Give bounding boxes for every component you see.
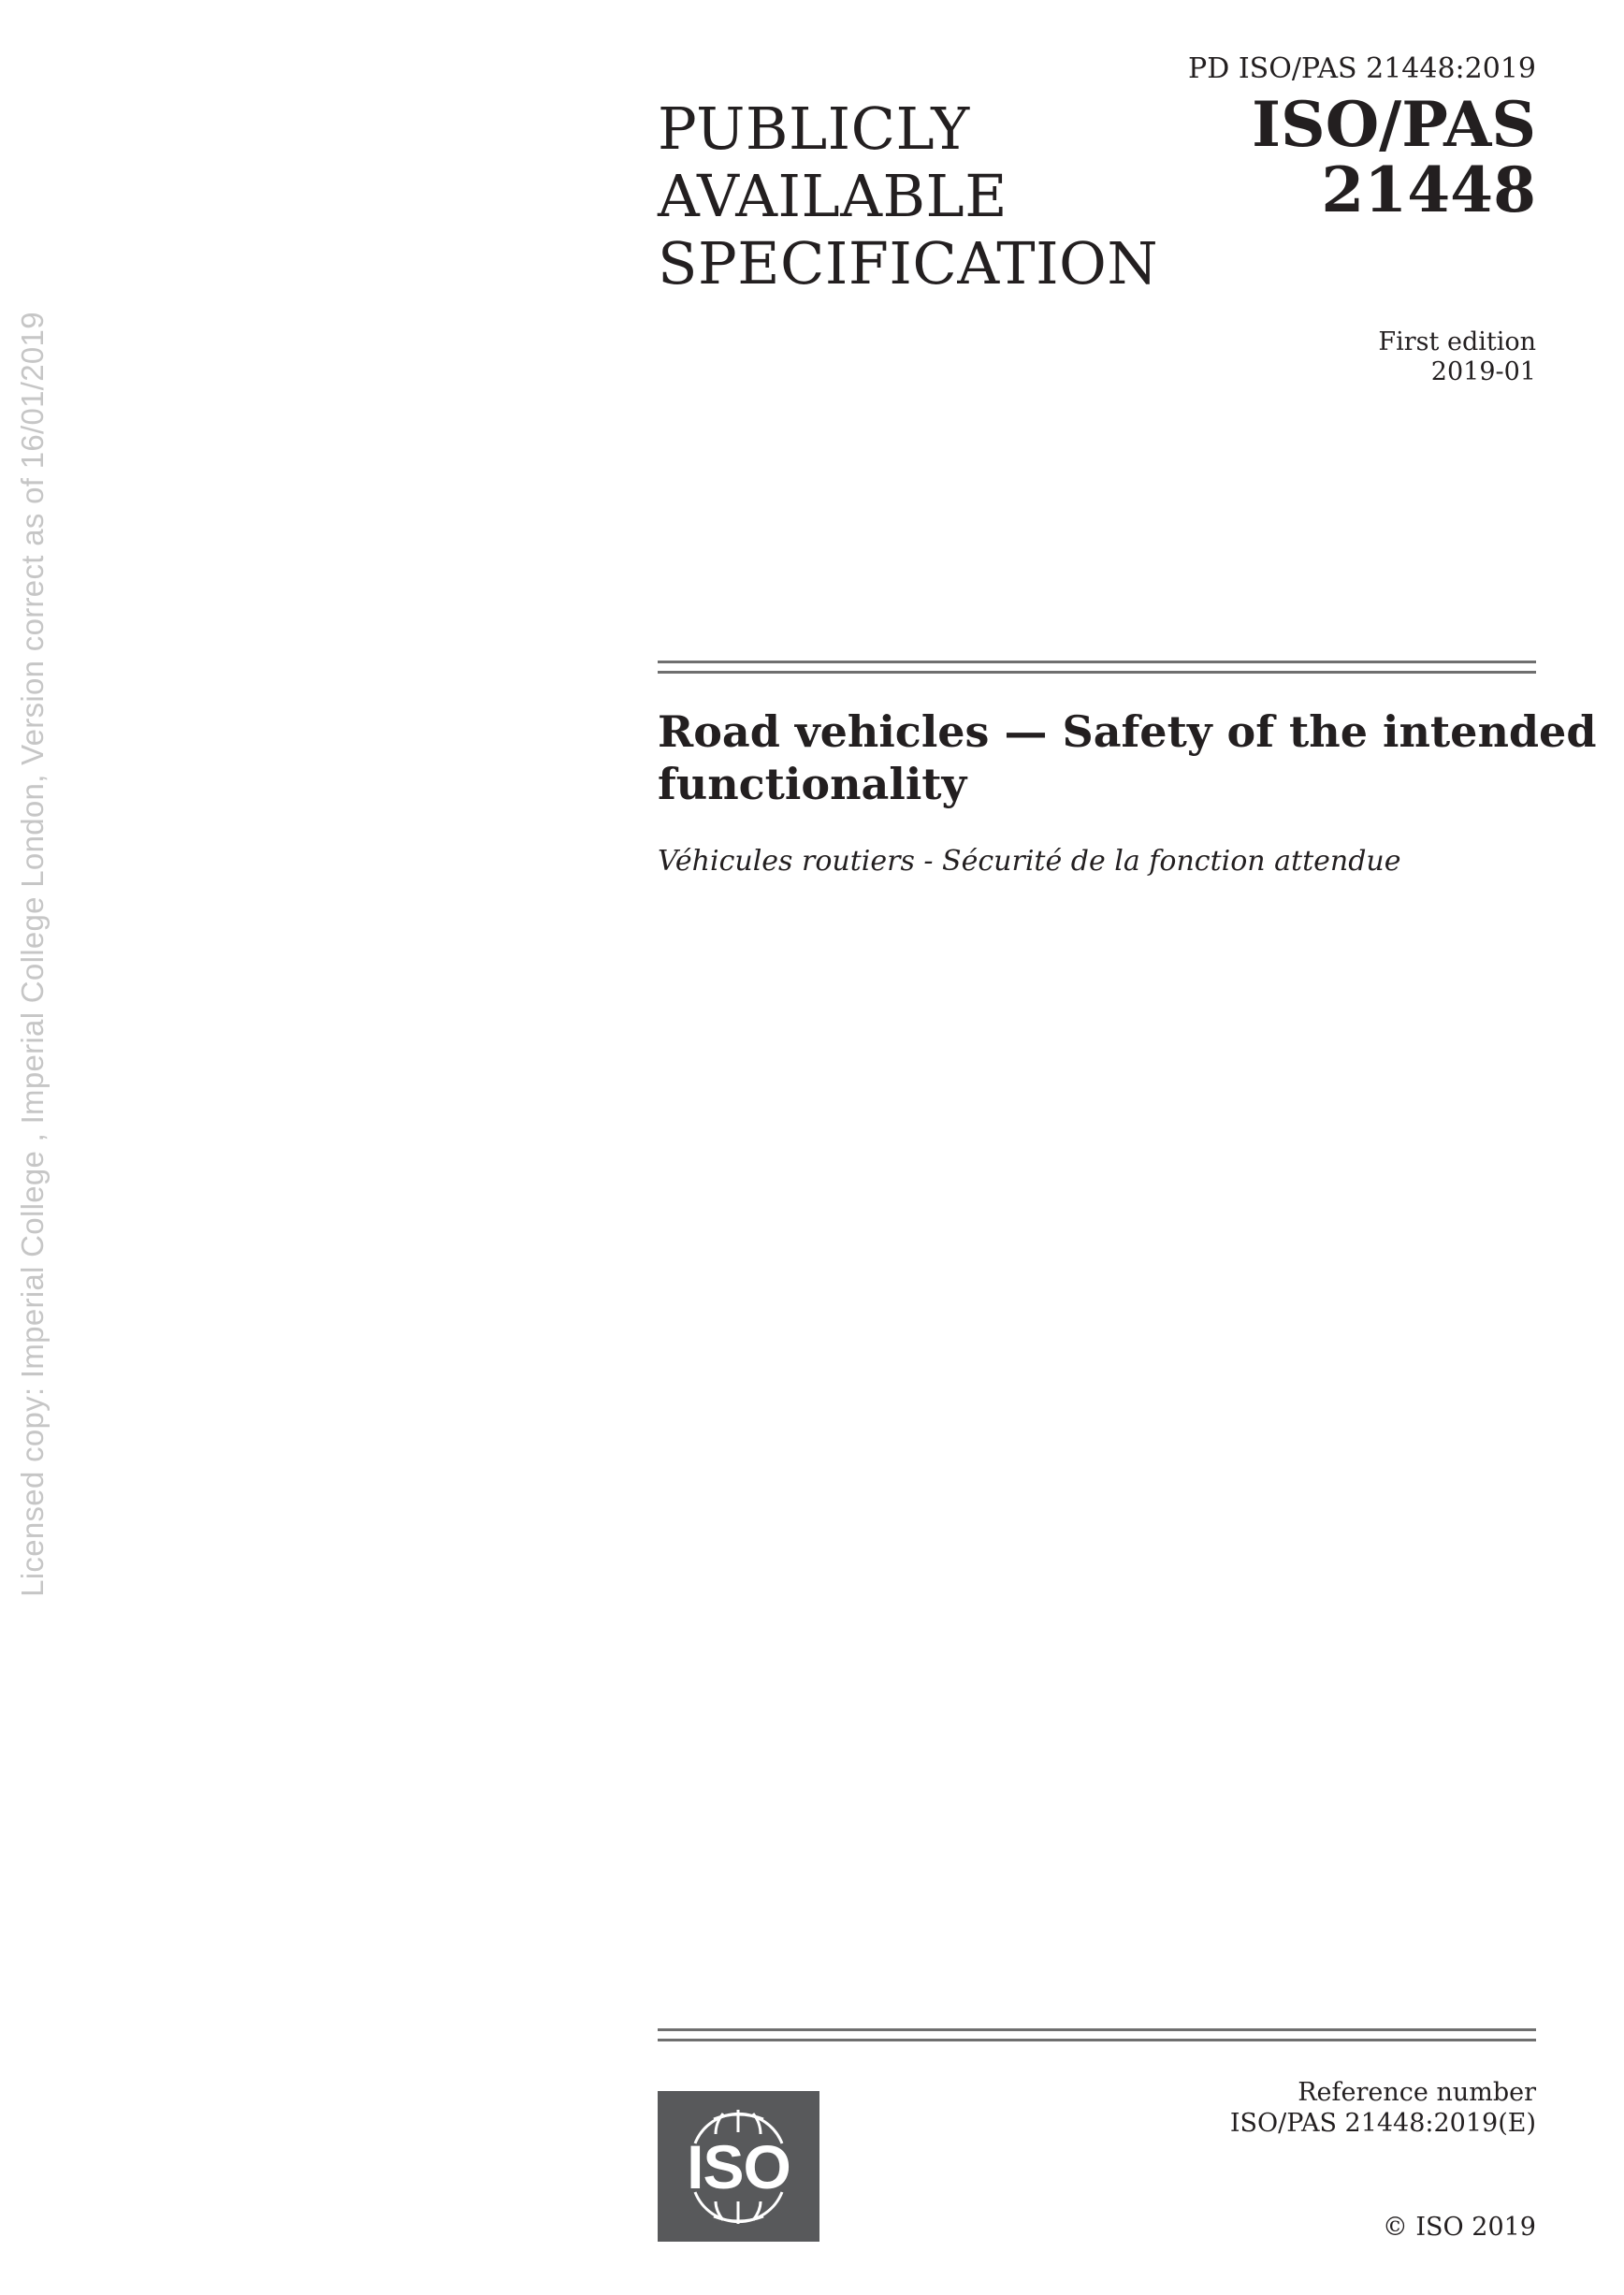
copyright-notice: © ISO 2019 xyxy=(1382,2213,1536,2242)
document-title-line: Road vehicles — Safety of the intended xyxy=(658,706,1597,757)
footer-top-rule xyxy=(658,2028,1536,2041)
iso-logo xyxy=(658,2091,819,2242)
french-title: Véhicules routiers - Sécurité de la fonction attendue xyxy=(658,845,1401,878)
document-type-line: AVAILABLE xyxy=(658,162,1008,230)
pd-reference: PD ISO/PAS 21448:2019 xyxy=(1188,52,1536,85)
reference-block xyxy=(1230,2077,1536,2139)
edition-label: First edition xyxy=(1378,327,1536,356)
title-top-rule xyxy=(658,661,1536,674)
document-title-line: functionality xyxy=(658,759,967,809)
iso-logo-text: ISO xyxy=(687,2132,790,2201)
license-watermark: Licensed copy: Imperial College , Imperial College London, Version correct as of 16/01/2019 xyxy=(15,312,50,1597)
document-title xyxy=(658,705,1597,810)
edition-block xyxy=(1378,327,1536,387)
reference-label: Reference number xyxy=(1298,2078,1536,2107)
document-number-line: 21448 xyxy=(1321,153,1536,226)
document-number xyxy=(1252,88,1536,226)
document-number-line: ISO/PAS xyxy=(1252,88,1536,161)
document-type-line: PUBLICLY xyxy=(658,94,970,163)
document-type-line: SPECIFICATION xyxy=(658,229,1159,298)
reference-number: ISO/PAS 21448:2019(E) xyxy=(1229,2109,1536,2138)
document-type xyxy=(658,95,1158,298)
edition-date: 2019-01 xyxy=(1430,357,1536,386)
